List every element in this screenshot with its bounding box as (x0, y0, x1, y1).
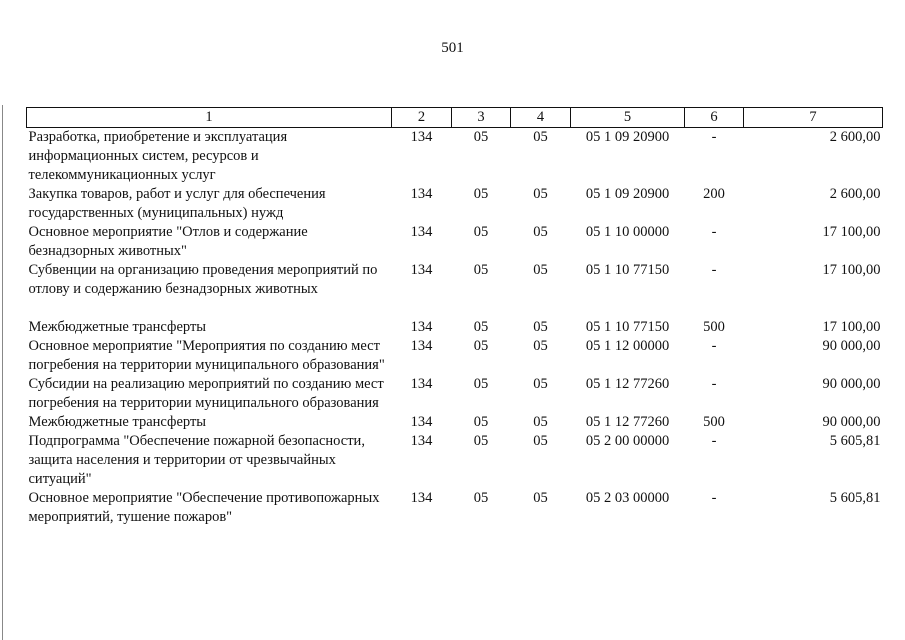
row-col-3: 05 (473, 186, 489, 202)
row-col-2: 134 (410, 224, 433, 240)
row-col-4: 05 (533, 414, 548, 430)
row-col-6: - (711, 433, 717, 449)
row-col-6: - (711, 224, 717, 240)
row-col-5: 05 1 10 00000 (585, 224, 670, 240)
row-col-6: 500 (703, 319, 725, 335)
row-col-7: 17 100,00 (822, 319, 881, 335)
row-col-3: 05 (473, 262, 489, 278)
row-col-4: 05 (533, 490, 548, 506)
row-col-4: 05 (533, 129, 548, 145)
table-row (27, 185, 883, 223)
row-col-6: 500 (703, 414, 725, 430)
row-name: Разработка, приобретение и эксплуатация информационных систем, ресурсов и телекоммуникационных услуг (28, 129, 288, 183)
row-col-2: 134 (410, 414, 433, 430)
row-col-4: 05 (533, 262, 548, 278)
row-name: Субсидии на реализацию мероприятий по созданию мест погребения на территории муниципального образования (28, 376, 384, 411)
table-row (27, 337, 883, 375)
table-row (27, 223, 883, 261)
table-row (27, 375, 883, 413)
row-col-7: 5 605,81 (829, 490, 881, 506)
header-cell-1: 1 (27, 108, 392, 128)
row-col-4: 05 (533, 224, 548, 240)
row-name: Подпрограмма "Обеспечение пожарной безопасности, защита населения и территории от чрезвычайных ситуаций" (28, 433, 365, 487)
header-row (27, 108, 883, 128)
table-row (27, 432, 883, 489)
row-col-5: 05 1 10 77150 (585, 262, 670, 278)
row-name: Основное мероприятие "Отлов и содержание безнадзорных животных" (28, 224, 308, 259)
header-cell-2: 2 (392, 108, 452, 128)
row-name: Основное мероприятие "Мероприятия по созданию мест погребения на территории муниципального образования" (28, 338, 385, 373)
row-col-3: 05 (473, 224, 489, 240)
row-col-2: 134 (410, 490, 433, 506)
row-col-4: 05 (533, 338, 548, 354)
row-col-4: 05 (533, 433, 548, 449)
row-col-2: 134 (410, 319, 433, 335)
row-col-6: - (711, 490, 717, 506)
row-col-3: 05 (473, 433, 489, 449)
table-row (27, 489, 883, 527)
row-col-2: 134 (410, 338, 433, 354)
row-col-2: 134 (410, 433, 433, 449)
row-col-6: - (711, 338, 717, 354)
header-cell-6: 6 (685, 108, 744, 128)
row-col-5: 05 1 12 00000 (585, 338, 670, 354)
row-col-7: 2 600,00 (829, 186, 881, 202)
row-col-5: 05 1 09 20900 (585, 129, 670, 145)
row-col-7: 5 605,81 (829, 433, 881, 449)
budget-table (26, 107, 883, 527)
row-col-3: 05 (473, 129, 489, 145)
row-col-2: 134 (410, 376, 433, 392)
row-col-7: 17 100,00 (822, 262, 881, 278)
row-col-6: - (711, 376, 717, 392)
row-col-4: 05 (533, 376, 548, 392)
row-col-2: 134 (410, 186, 433, 202)
header-cell-5: 5 (571, 108, 685, 128)
row-col-2: 134 (410, 262, 433, 278)
header-cell-7: 7 (744, 108, 883, 128)
table-row (27, 318, 883, 337)
page-number: 501 (441, 40, 464, 56)
table-row (27, 413, 883, 432)
row-col-5: 05 1 10 77150 (585, 319, 670, 335)
row-name: Субвенции на организацию проведения мероприятий по отлову и содержанию безнадзорных животных (28, 262, 378, 297)
row-col-5: 05 1 12 77260 (585, 414, 670, 430)
row-col-3: 05 (473, 338, 489, 354)
row-col-3: 05 (473, 319, 489, 335)
row-name: Межбюджетные трансферты (28, 319, 207, 335)
scan-edge-line (2, 105, 3, 640)
row-col-4: 05 (533, 186, 548, 202)
row-col-3: 05 (473, 376, 489, 392)
table-row (27, 261, 883, 318)
header-cell-3: 3 (452, 108, 511, 128)
row-name: Основное мероприятие "Обеспечение противопожарных мероприятий, тушение пожаров" (28, 490, 380, 525)
row-col-7: 90 000,00 (822, 376, 881, 392)
row-name: Закупка товаров, работ и услуг для обеспечения государственных (муниципальных) нужд (28, 186, 326, 221)
row-col-6: - (711, 262, 717, 278)
row-col-5: 05 1 09 20900 (585, 186, 670, 202)
row-col-2: 134 (410, 129, 433, 145)
row-col-7: 90 000,00 (822, 338, 881, 354)
row-col-4: 05 (533, 319, 548, 335)
row-col-5: 05 1 12 77260 (585, 376, 670, 392)
row-col-3: 05 (473, 414, 489, 430)
row-col-5: 05 2 03 00000 (585, 490, 670, 506)
row-col-6: - (711, 129, 717, 145)
header-cell-4: 4 (511, 108, 571, 128)
row-col-7: 17 100,00 (822, 224, 881, 240)
row-col-6: 200 (703, 186, 725, 202)
table-row (27, 128, 883, 186)
row-col-7: 90 000,00 (822, 414, 881, 430)
row-col-5: 05 2 00 00000 (585, 433, 670, 449)
row-col-7: 2 600,00 (829, 129, 881, 145)
row-name: Межбюджетные трансферты (28, 414, 207, 430)
row-col-3: 05 (473, 490, 489, 506)
